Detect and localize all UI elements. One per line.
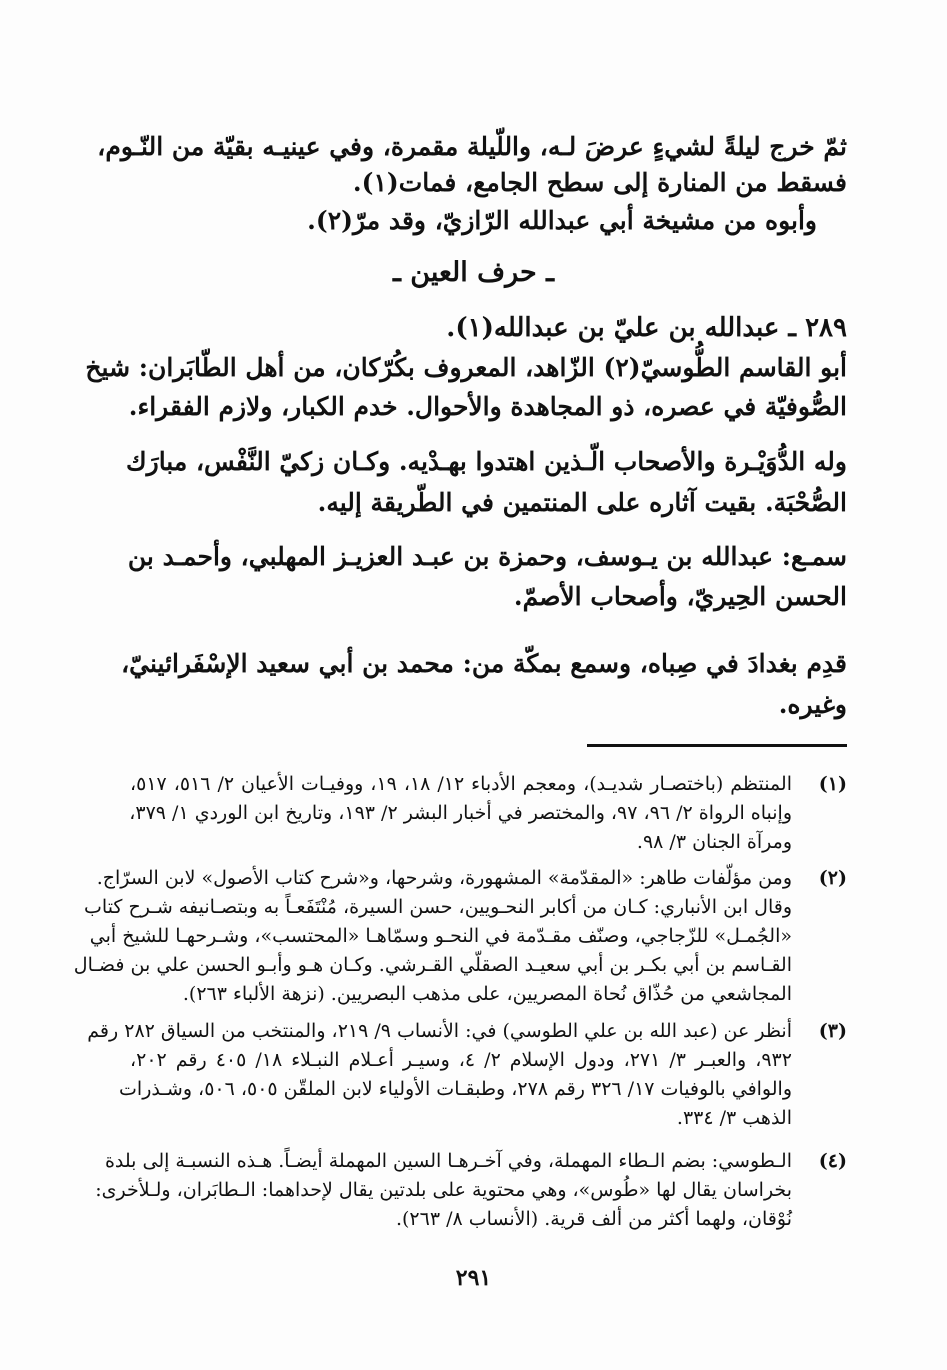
footnote-line: نُوْقان، ولهما أكثر من ألف قرية. (الأنساب ٨/ ٢٦٣).: [395, 1208, 792, 1230]
body-line: قدِم بغدادَ في صِباه، وسمع بمكّة من: محمد بن أبي سعيد الإسْفَرائينيّ،: [121, 649, 847, 678]
footnote-line: المجاشعي من حُذّاق نُحاة المصريين، على مذهب البصريين. (نزهة الألباء ٢٦٣).: [182, 983, 792, 1005]
footnote-line: وقال ابن الأنباري: كـان من أكابر النحـويين، حسن السيرة، مُنْتَفَعـاً به وبتصـانيفه شـرح كتاب: [84, 896, 792, 918]
body-line: وأبوه من مشيخة أبي عبدالله الرّازيّ، وقد مرّ(٢).: [307, 206, 817, 235]
body-line: ثمّ خرج ليلةً لشيءٍ عرضَ لـه، واللّيلة مقمرة، وفي عينيـه بقيّة من النّـوم،: [97, 132, 847, 161]
section-heading: ـ حرف العين ـ: [392, 257, 555, 288]
footnote-line: أنظر عن (عبد الله بن علي الطوسي) في: الأنساب ٩/ ٢١٩، والمنتخب من السياق ٢٨٢ رقم: [87, 1020, 792, 1042]
footnote-line: «الجُمـل» للزّجاجي، وصنّف مقـدّمة في النحـو وسمّاهـا «المحتسب»، وشـرحهـا للشيخ أبي: [89, 925, 792, 947]
body-line: وله الدُّوَيْـرة والأصحاب الّـذين اهتدوا بهـدْيه. وكـان زكيّ النَّفْس، مبارَك: [126, 447, 847, 476]
body-line: فسقط من المنارة إلى سطح الجامع، فمات(١).: [352, 168, 847, 197]
footnote-separator: [587, 744, 847, 747]
footnote-number: (٣): [818, 1020, 847, 1042]
entry-title: ٢٨٩ ـ عبدالله بن عليّ بن عبدالله(١).: [446, 313, 847, 343]
footnote-line: المنتظم (باختصـار شديـد)، ومعجم الأدباء ١٢/ ١٨، ١٩، ووفيـات الأعيان ٢/ ٥١٦، ٥١٧،: [130, 773, 792, 795]
body-line: سمـع: عبدالله بن يـوسف، وحمزة بن عبـد العزيـز المهلبي، وأحمـد بن: [127, 542, 847, 571]
footnote-line: والوافي بالوفيات ١٧/ ٣٢٦ رقم ٢٧٨، وطبقـات الأولياء لابن الملقّن ٥٠٥، ٥٠٦، وشـذرات: [119, 1078, 792, 1100]
footnote-line: ومرآة الجنان ٣/ ٩٨.: [636, 831, 792, 853]
body-line: أبو القاسم الطُّوسيّ(٢) الزّاهد، المعروف بكُرّكان، من أهل الطّابَران: شيخ: [85, 353, 847, 382]
footnote-line: الـطوسي: بضم الـطاء المهملة، وفي آخـرهـا السين المهملة أيضـاً. هـذه النسبـة إلى بلدة: [104, 1150, 792, 1172]
footnote-line: ومن مؤلّفات طاهر: «المقدّمة» المشهورة، وشرحها، و«شرح كتاب الأصول» لابن السرّاج.: [96, 867, 792, 889]
body-line: الصُّحْبَة. بقيت آثاره على المنتمين في الطّريقة إليه.: [317, 488, 847, 517]
footnote-line: الذهب ٣/ ٣٣٤.: [676, 1107, 792, 1129]
page-number: ٢٩١: [455, 1265, 492, 1291]
body-line: الصُّوفيّة في عصره، ذو المجاهدة والأحوال. خدم الكبار، ولازم الفقراء.: [128, 392, 847, 421]
footnote-line: ٩٣٢، والعبـر ٣/ ٢٧١، ودول الإسلام ٢/ ٤، وسيـر أعـلام النبـلاء ١٨/ ٤٠٥ رقم ٢٠٢،: [130, 1049, 792, 1071]
footnote-line: وإنباه الرواة ٢/ ٩٦، ٩٧، والمختصر في أخبار البشر ٢/ ١٩٣، وتاريخ ابن الوردي ١/ ٣٧٩،: [129, 802, 792, 824]
footnote-number: (٢): [818, 867, 847, 889]
footnote-line: بخراسان يقال لها «طُوس»، وهي محتوية على بلدتين يقال لإحداهما: الـطابَران، ولـلأخرى:: [95, 1179, 792, 1201]
body-line: الحسن الحِيريّ، وأصحاب الأصمّ.: [513, 582, 847, 611]
footnote-number: (١): [818, 773, 847, 795]
footnote-line: القـاسم بن أبي بكـر بن أبي سعيـد الصقلّي القـرشي. وكـان هـو وأبـو الحسن علي بن فضـال: [73, 954, 792, 976]
footnote-number: (٤): [818, 1150, 847, 1172]
body-line: وغيره.: [778, 690, 847, 719]
